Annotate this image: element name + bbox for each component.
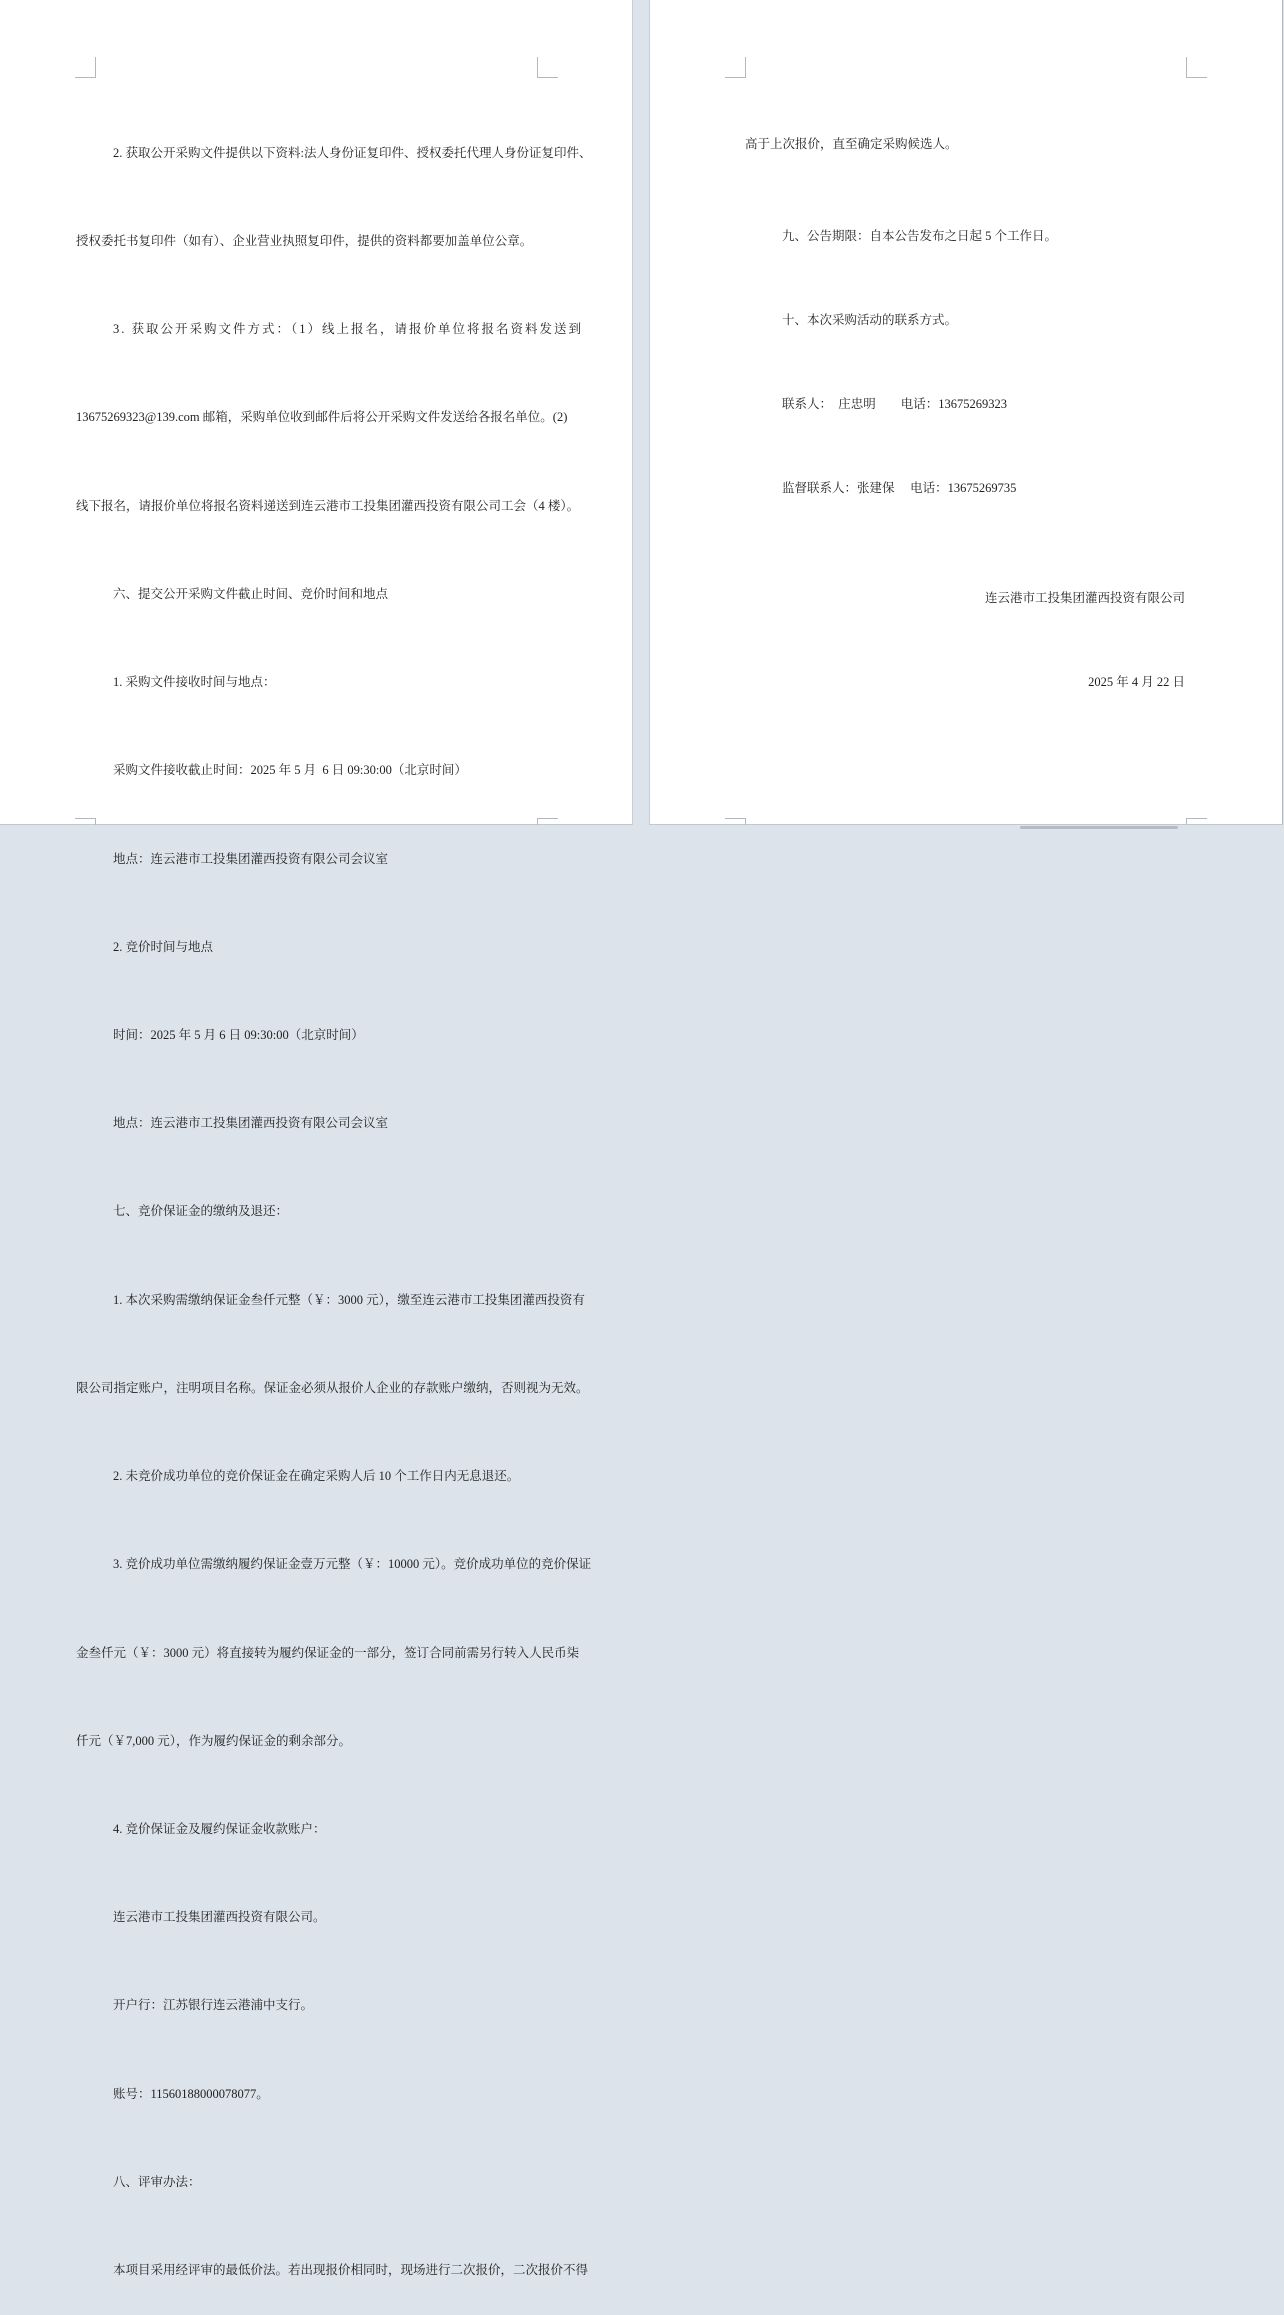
doc-line[interactable]: 2. 获取公开采购文件提供以下资料:法人身份证复印件、授权委托代理人身份证复印件、 bbox=[113, 145, 592, 160]
doc-line[interactable]: 3. 获取公开采购文件方式：（1）线上报名，请报价单位将报名资料发送到 bbox=[113, 322, 584, 337]
doc-line-contact[interactable]: 联系人： 庄忠明 电话：13675269323 bbox=[782, 397, 1008, 411]
doc-line[interactable]: 连云港市工投集团灌西投资有限公司。 bbox=[113, 1910, 326, 1925]
page1-text-area bbox=[76, 80, 592, 2315]
margin-mark-top-left-page2 bbox=[725, 57, 746, 78]
doc-line[interactable]: 线下报名，请报价单位将报名资料递送到连云港市工投集团灌西投资有限公司工会（4 楼）。 bbox=[76, 498, 580, 513]
doc-line-section-heading[interactable]: 六、提交公开采购文件截止时间、竞价时间和地点 bbox=[113, 586, 389, 601]
margin-mark-top-left-page1 bbox=[75, 57, 96, 78]
doc-line[interactable]: 采购文件接收截止时间：2025 年 5 月 6 日 09:30:00（北京时间） bbox=[113, 763, 467, 778]
doc-line[interactable]: 2. 未竞价成功单位的竞价保证金在确定采购人后 10 个工作日内无息退还。 bbox=[113, 1469, 520, 1484]
doc-line-section-heading[interactable]: 八、评审办法： bbox=[113, 2174, 201, 2189]
doc-line[interactable]: 3. 竞价成功单位需缴纳履约保证金壹万元整（￥：10000 元）。竞价成功单位的竞价保证 bbox=[113, 1557, 592, 1572]
doc-line[interactable]: 金叁仟元（￥：3000 元）将直接转为履约保证金的一部分，签订合同前需另行转入人民币柒 bbox=[76, 1645, 580, 1660]
doc-line[interactable]: 本项目采用经评审的最低价法。若出现报价相同时，现场进行二次报价，二次报价不得 bbox=[113, 2263, 589, 2278]
doc-line[interactable]: 地点：连云港市工投集团灌西投资有限公司会议室 bbox=[113, 1116, 389, 1131]
doc-line[interactable]: 授权委托书复印件（如有）、企业营业执照复印件，提供的资料都要加盖单位公章。 bbox=[76, 234, 533, 249]
doc-line[interactable]: 地点：连云港市工投集团灌西投资有限公司会议室 bbox=[113, 851, 389, 866]
page2-text-area bbox=[745, 74, 1205, 724]
horizontal-scrollbar-track[interactable] bbox=[0, 825, 1284, 829]
doc-line[interactable]: 高于上次报价，直至确定采购候选人。 bbox=[745, 137, 958, 151]
doc-line[interactable]: 13675269323@139.com 邮箱，采购单位收到邮件后将公开采购文件发送给各报名单位。(2) bbox=[76, 410, 568, 425]
doc-line[interactable]: 限公司指定账户，注明项目名称。保证金必须从报价人企业的存款账户缴纳，否则视为无效。 bbox=[76, 1380, 589, 1395]
doc-line[interactable]: 4. 竞价保证金及履约保证金收款账户： bbox=[113, 1821, 326, 1836]
doc-line[interactable]: 账号：11560188000078077。 bbox=[113, 2086, 269, 2101]
doc-line[interactable]: 开户行：江苏银行连云港浦中支行。 bbox=[113, 1998, 314, 2013]
doc-line[interactable]: 1. 采购文件接收时间与地点： bbox=[113, 675, 276, 690]
doc-line[interactable]: 1. 本次采购需缴纳保证金叁仟元整（￥：3000 元），缴至连云港市工投集团灌西投资有 bbox=[113, 1292, 585, 1307]
doc-signature-date[interactable]: 2025 年 4 月 22 日 bbox=[1088, 675, 1185, 689]
doc-line[interactable]: 仟元（￥7,000 元），作为履约保证金的剩余部分。 bbox=[76, 1733, 352, 1748]
margin-mark-top-right-page1 bbox=[537, 57, 558, 78]
doc-line-section-heading[interactable]: 九、公告期限：自本公告发布之日起 5 个工作日。 bbox=[782, 229, 1058, 243]
doc-line-supervisor-contact[interactable]: 监督联系人：张建保 电话：13675269735 bbox=[782, 481, 1017, 495]
doc-line[interactable]: 时间：2025 年 5 月 6 日 09:30:00（北京时间） bbox=[113, 1028, 364, 1042]
doc-line-section-heading[interactable]: 七、竞价保证金的缴纳及退还： bbox=[113, 1204, 289, 1219]
doc-line-section-heading[interactable]: 十、本次采购活动的联系方式。 bbox=[782, 313, 958, 327]
doc-signature-company[interactable]: 连云港市工投集团灌西投资有限公司 bbox=[984, 591, 1185, 605]
doc-line[interactable]: 2. 竞价时间与地点 bbox=[113, 939, 214, 954]
horizontal-scrollbar-thumb[interactable] bbox=[1020, 826, 1178, 829]
